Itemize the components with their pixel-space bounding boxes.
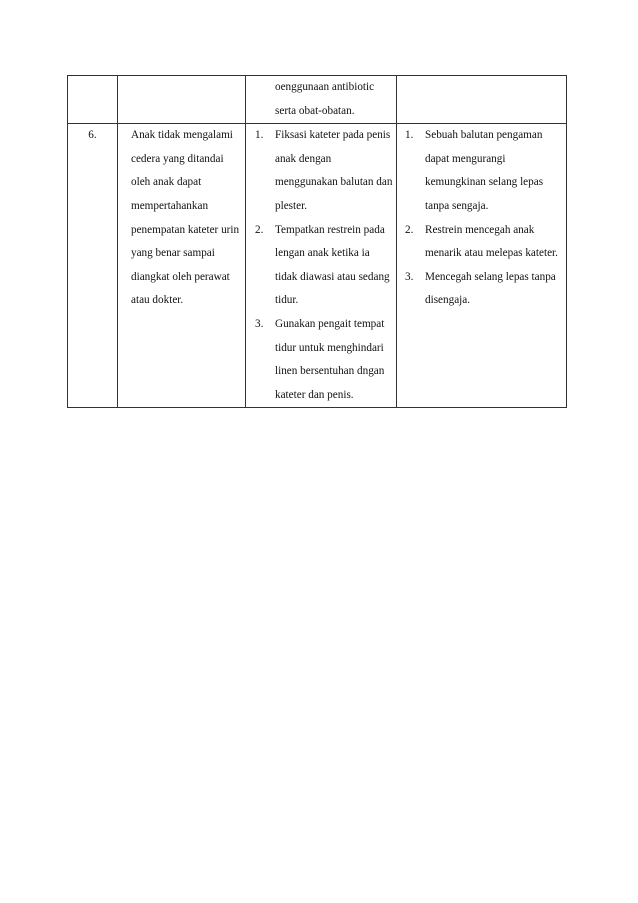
list-marker: 1.: [255, 129, 264, 142]
list-marker: 2.: [405, 223, 414, 236]
criteria-text: Anak tidak mengalami cedera yang ditandai oleh anak dapat mempertahankan penempatan kateter urin yang benar sampai diangkat oleh perawat atau dokter.: [131, 129, 240, 307]
list-marker: 3.: [405, 270, 414, 283]
list-item-text: Tempatkan restrein pada lengan anak ketika ia tidak diawasi atau sedang tidur.: [275, 223, 390, 307]
list-item: [255, 124, 394, 218]
list-item-text: Gunakan pengait tempat tidur untuk menghindari linen bersentuhan dngan kateter dan penis.: [275, 317, 385, 401]
table-cell-number: [68, 76, 118, 124]
table-row: [68, 76, 567, 124]
list-item-text: Mencegah selang lepas tanpa disengaja.: [425, 270, 556, 307]
table-cell-rationales: [397, 124, 567, 408]
list-marker: 1.: [405, 129, 414, 142]
list-marker: 2.: [255, 223, 264, 236]
list-item: [405, 124, 564, 218]
row-number: 6.: [88, 129, 97, 142]
list-item: [405, 266, 564, 313]
intervention-continued-text: oenggunaan antibiotic serta obat-obatan.: [275, 81, 375, 117]
table-cell-criteria: [118, 124, 246, 408]
list-item: [255, 219, 394, 313]
list-item: [255, 313, 394, 407]
table-cell-intervention-continued: [246, 76, 397, 124]
care-plan-table: [67, 75, 567, 408]
list-item: [405, 219, 564, 266]
list-item-text: Sebuah balutan pengaman dapat mengurangi kemungkinan selang lepas tanpa sengaja.: [425, 129, 544, 212]
intervention-list: [255, 124, 394, 407]
list-item-text: Restrein mencegah anak menarik atau melepas kateter.: [425, 223, 558, 260]
table-cell-criteria: [118, 76, 246, 124]
list-marker: 3.: [255, 317, 264, 330]
table-cell-number: [68, 124, 118, 408]
table-cell-interventions: [246, 124, 397, 408]
table-cell-rationale: [397, 76, 567, 124]
rationale-list: [405, 124, 564, 313]
table-row: [68, 124, 567, 408]
list-item-text: Fiksasi kateter pada penis anak dengan menggunakan balutan dan plester.: [275, 129, 393, 212]
